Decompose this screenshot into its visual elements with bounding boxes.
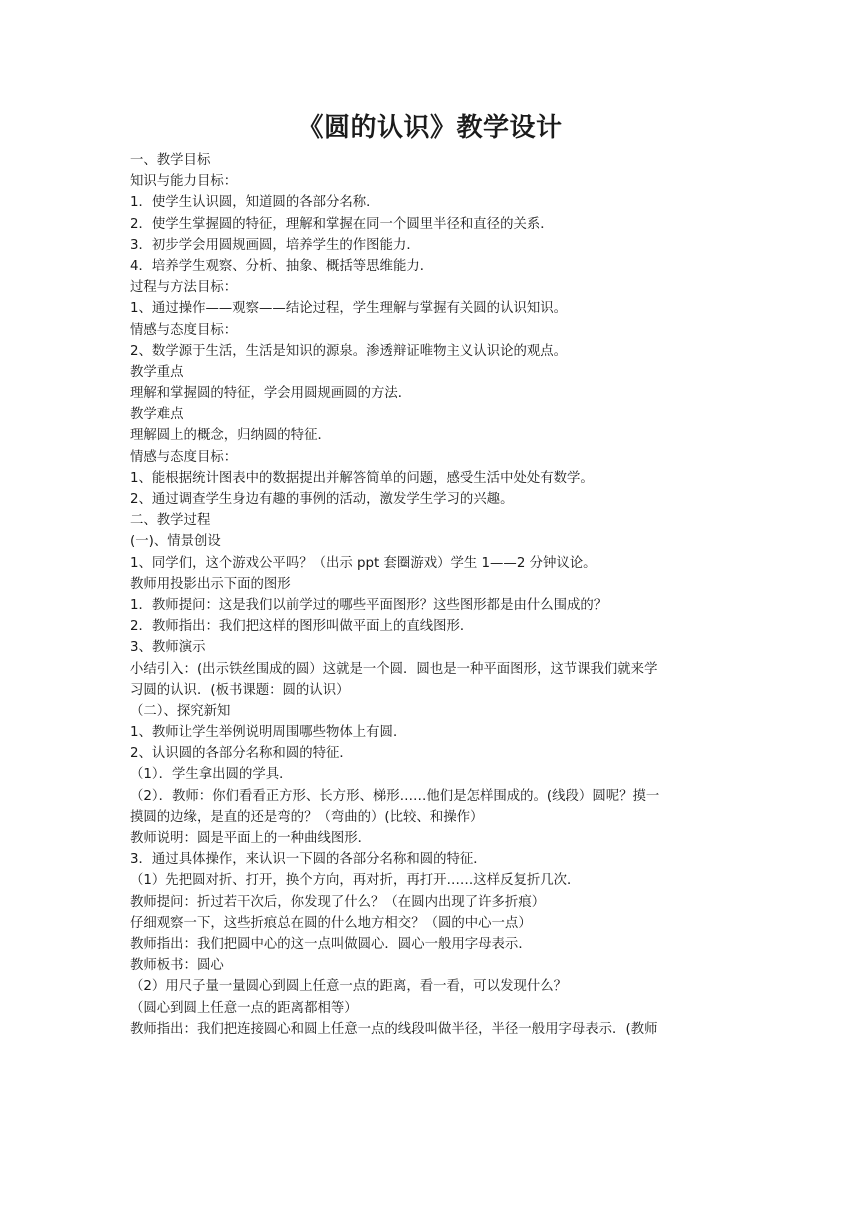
- text-line: 教师指出：我们把圆中心的这一点叫做圆心．圆心一般用字母表示．: [130, 936, 532, 952]
- text-line: 教学重点: [130, 364, 184, 380]
- text-line: 理解圆上的概念，归纳圆的特征．: [130, 428, 331, 444]
- text-line: （2）．教师：你们看看正方形、长方形、梯形……他们是怎样围成的。(线段）圆呢？摸一: [130, 788, 660, 804]
- text-line: 教师指出：我们把连接圆心和圆上任意一点的线段叫做半径，半径一般用字母表示．(教师: [130, 1021, 658, 1037]
- text-line: 2、通过调查学生身边有趣的事例的活动，激发学生学习的兴趣。: [130, 492, 514, 507]
- text-line: 二、教学过程: [130, 513, 211, 529]
- text-line: 教师说明：圆是平面上的一种曲线图形．: [130, 831, 372, 846]
- text-line: 1．教师提问：这是我们以前学过的哪些平面图形？这些图形都是由什么围成的？: [130, 597, 608, 613]
- text-line: 情感与态度目标：: [130, 449, 238, 465]
- document-body: [130, 150, 740, 1040]
- text-line: (一)、情景创设: [130, 534, 221, 550]
- text-line: 摸圆的边缘，是直的还是弯的？（弯曲的）(比较、和操作）: [130, 809, 484, 825]
- text-line: 仔细观察一下，这些折痕总在圆的什么地方相交？（圆的中心一点）: [130, 915, 532, 931]
- text-line: （1）先把圆对折、打开，换个方向，再对折，再打开……这样反复折几次．: [130, 873, 581, 889]
- text-line: 习圆的认识．(板书课题：圆的认识）: [130, 682, 350, 698]
- text-line: 4．培养学生观察、分析、抽象、概括等思维能力．: [130, 258, 434, 274]
- text-line: 教师板书：圆心: [130, 958, 224, 974]
- text-line: 2、数学源于生活，生活是知识的源泉。渗透辩证唯物主义认识论的观点。: [130, 343, 568, 359]
- text-line: 1．使学生认识圆，知道圆的各部分名称．: [130, 195, 380, 211]
- text-line: （圆心到圆上任意一点的距离都相等）: [130, 1000, 358, 1016]
- text-line: 3．初步学会用圆规画圆，培养学生的作图能力．: [130, 237, 420, 253]
- text-line: 教学难点: [130, 407, 184, 423]
- text-line: 2、认识圆的各部分名称和圆的特征．: [130, 746, 353, 762]
- text-line: 2．使学生掌握圆的特征，理解和掌握在同一个圆里半径和直径的关系．: [130, 216, 554, 232]
- text-line: （2）用尺子量一量圆心到圆上任意一点的距离，看一看，可以发现什么？: [130, 979, 568, 995]
- text-line: 情感与态度目标：: [130, 322, 238, 338]
- text-line: 知识与能力目标：: [130, 174, 238, 190]
- text-line: 一、教学目标: [130, 153, 211, 168]
- text-line: （1）．学生拿出圆的学具．: [130, 767, 293, 783]
- text-line: 过程与方法目标：: [130, 280, 238, 296]
- text-line: 小结引入：(出示铁丝围成的圆）这就是一个圆．圆也是一种平面图形，这节课我们就来学: [130, 661, 658, 677]
- text-line: 1、能根据统计图表中的数据提出并解答简单的问题，感受生活中处处有数学。: [130, 470, 594, 486]
- text-line: 1、教师让学生举例说明周围哪些物体上有圆．: [130, 725, 407, 741]
- text-line: 3．通过具体操作，来认识一下圆的各部分名称和圆的特征．: [130, 852, 487, 868]
- text-line: 1、通过操作——观察——结论过程，学生理解与掌握有关圆的认识知识。: [130, 301, 568, 317]
- text-line: 理解和掌握圆的特征，学会用圆规画圆的方法．: [130, 386, 412, 402]
- text-line: 教师提问：折过若干次后，你发现了什么？（在圆内出现了许多折痕）: [130, 894, 546, 910]
- document-title: 《圆的认识》教学设计: [297, 113, 563, 143]
- text-line: 3、教师演示: [130, 640, 206, 656]
- text-line: 教师用投影出示下面的图形: [130, 576, 291, 592]
- text-line: （二）、探究新知: [130, 703, 231, 719]
- text-line: 1、同学们，这个游戏公平吗？（出示 ppt 套圈游戏）学生 1——2 分钟议论。: [130, 555, 597, 571]
- text-line: 2．教师指出：我们把这样的图形叫做平面上的直线图形．: [130, 619, 474, 635]
